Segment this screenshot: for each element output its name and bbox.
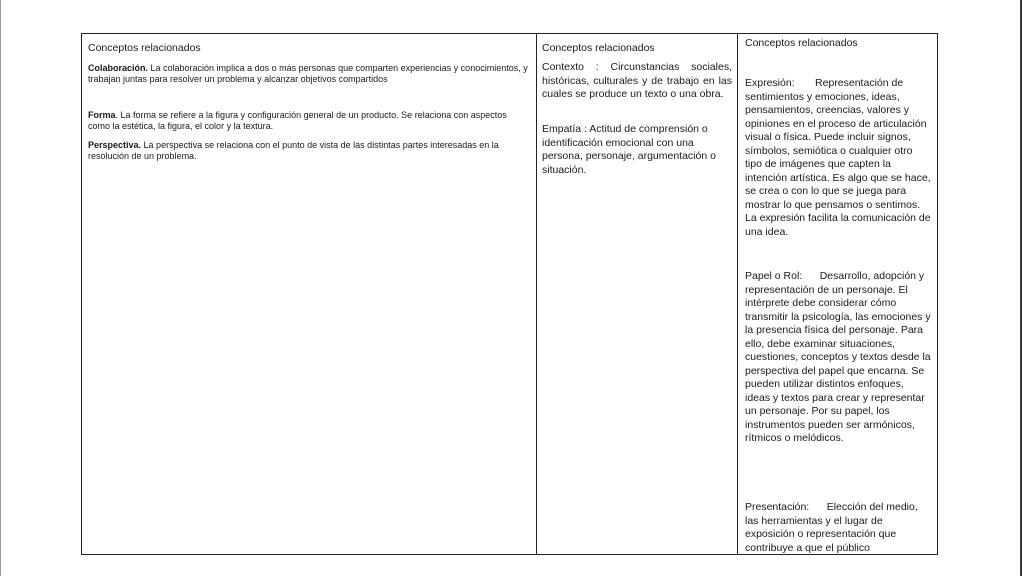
concept-definition: La perspectiva se relaciona con el punto de vista de las distintas partes interesadas en la resolución de un problema. — [88, 140, 499, 162]
concept-definition: Desarrollo, adopción y representación de un personaje. El intérprete debe considerar cómo transmitir la psicología, las emociones y la presencia física del personaje. Para ello, debe examinar situaciones, cuestiones, conceptos y textos desde la perspectiva del papel que encarna. Se pueden utilizar distintos enfoques, ideas y textos para crear y representar un personaje. Por su papel, los instrumentos pueden ser armónicos, rítmicos o melódicos. — [745, 270, 934, 444]
column-heading: Conceptos relacionados — [88, 42, 201, 54]
concept-definition: . La forma se refiere a la figura y configuración general de un producto. Se relaciona con aspectos como la estética, la figura, el color y la textura. — [88, 110, 507, 132]
concept-entry-perspectiva — [88, 140, 530, 163]
concept-definition: La colaboración implica a dos o más personas que comparten experiencias y conocimientos, y trabajan juntas para resolver un problema y alcanzar objetivos compartidos — [88, 63, 528, 85]
column-design-concepts — [82, 34, 537, 554]
concept-definition: : Circunstancias sociales, históricas, culturales y de trabajo en las cuales se produce un texto o una obra. — [542, 61, 732, 100]
concept-entry-papel-rol — [745, 270, 934, 446]
concept-definition: Elección del medio, las herramientas y el lugar de exposición o representación que contribuye a que el público — [745, 501, 921, 554]
concept-entry-forma — [88, 110, 530, 133]
concept-entry-contexto — [542, 61, 732, 102]
concept-entry-presentacion — [745, 501, 931, 554]
concept-term: Presentación: — [745, 501, 810, 513]
concept-term: Colaboración. — [88, 63, 149, 73]
concept-entry-expresion — [745, 77, 934, 239]
page-right-edge — [1020, 0, 1022, 576]
column-language-concepts — [537, 34, 738, 554]
column-heading: Conceptos relacionados — [542, 42, 655, 54]
concepts-table — [81, 33, 938, 555]
concept-definition: : Actitud de comprensión o identificación emocional con una persona, personaje, argumentación o situación. — [542, 123, 716, 176]
concept-entry-empatia — [542, 123, 732, 177]
column-arts-concepts — [738, 34, 937, 554]
concept-term: Forma — [88, 110, 116, 120]
concept-entry-colaboracion — [88, 63, 530, 86]
column-heading: Conceptos relacionados — [745, 37, 858, 49]
page-left-edge — [0, 0, 1, 576]
concept-term: Contexto — [542, 61, 585, 73]
concept-term: Expresión: — [745, 77, 795, 89]
concept-term: Perspectiva. — [88, 140, 142, 150]
concept-definition: Representación de sentimientos y emociones, ideas, pensamientos, creencias, valores y opiniones en el proceso de articulación visual o física. Puede incluir signos, símbolos, semiótica o cualquier otro tipo de imágenes que capten la intención artística. Es algo que se hace, se crea o con lo que se juega para mostrar lo que pensamos o sentimos. La expresión facilita la comunicación de una idea. — [745, 77, 934, 238]
concept-term: Papel o Rol: — [745, 270, 803, 282]
concept-term: Empatía — [542, 123, 582, 135]
